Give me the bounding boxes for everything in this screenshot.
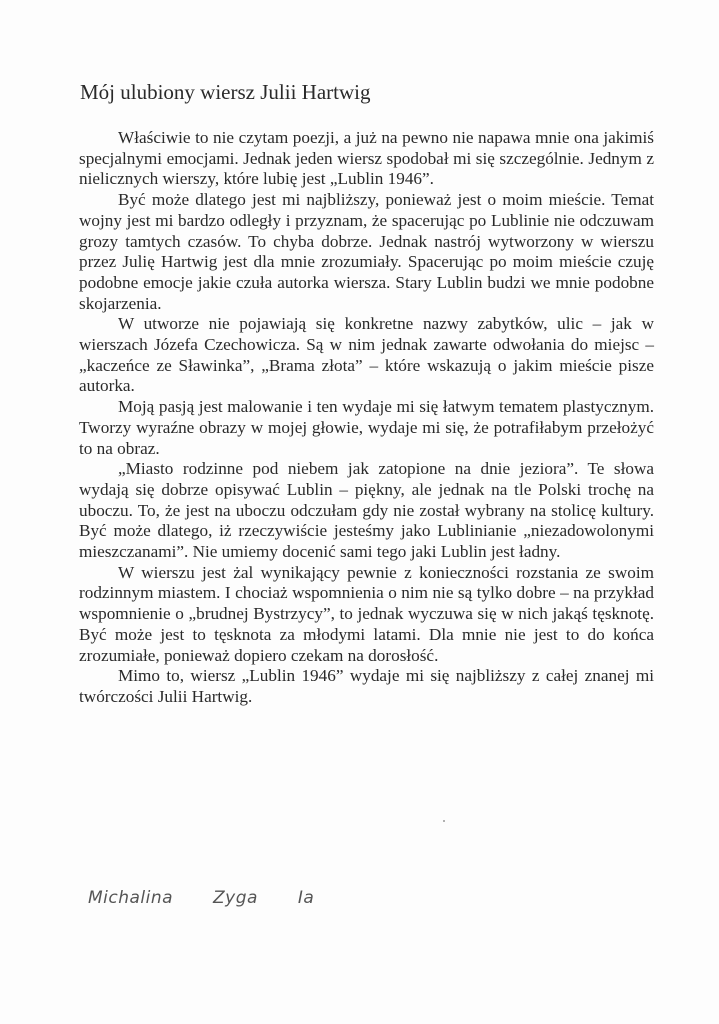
paragraph: Moją pasją jest malowanie i ten wydaje mi się łatwym tematem plastycznym. Tworzy wyraźne obrazy w mojej głowie, wydaje mi się, że potrafiłabym przełożyć to na obraz. — [79, 397, 654, 458]
paragraph: W wierszu jest żal wynikający pewnie z konieczności rozstania ze swoim rodzinnym miastem. I chociaż wspomnienia o nim nie są tylko dobre – na przykład wspomnienie o „brudnej Bystrzycy”, to jednak wyczuwa się w nich jakąś tęsknotę. Być może jest to tęsknota za młodymi latami. Dla mnie nie jest to do końca zrozumiałe, ponieważ dopiero czekam na dorosłość. — [79, 562, 654, 665]
paragraph: Właściwie to nie czytam poezji, a już na pewno nie napawa mnie ona jakimiś specjalnymi emocjami. Jednak jeden wiersz spodobał mi się szczególnie. Jednym z nielicznych wierszy, które lubię jest „Lublin 1946”. — [79, 128, 654, 189]
stray-mark — [443, 820, 445, 822]
signature-class: Ia — [297, 888, 315, 908]
paragraph: W utworze nie pojawiają się konkretne nazwy zabytków, ulic – jak w wierszach Józefa Czechowicza. Są w nim jednak zawarte odwołania do miejsc – „kaczeńce ze Sławinka”, „Brama złota” – które wskazują o jakim mieście pisze autorka. — [79, 314, 654, 396]
paragraph: „Miasto rodzinne pod niebem jak zatopione na dnie jeziora”. Te słowa wydają się dobrze opisywać Lublin – piękny, ale jednak na tle Polski trochę na uboczu. To, że jest na uboczu odczułam gdy nie został wybrany na stolicę kultury. Być może dlatego, iż rzeczywiście jesteśmy jako Lublinianie „niezadowolonymi mieszczanami”. Nie umiemy docenić sami tego jaki Lublin jest ładny. — [79, 459, 654, 562]
document-title: Mój ulubiony wiersz Julii Hartwig — [80, 80, 371, 104]
paragraph: Być może dlatego jest mi najbliższy, ponieważ jest o moim mieście. Temat wojny jest mi bardzo odległy i przyznam, że spacerując po Lublinie nie odczuwam grozy tamtych czasów. To chyba dobrze. Jednak nastrój wytworzony w wierszu przez Julię Hartwig jest dla mnie zrozumiały. Spacerując po moim mieście czuję podobne emocje jakie czuła autorka wiersza. Stary Lublin budzi we mnie podobne skojarzenia. — [79, 190, 654, 313]
handwritten-signature — [88, 888, 314, 908]
paragraph: Mimo to, wiersz „Lublin 1946” wydaje mi się najbliższy z całej znanej mi twórczości Julii Hartwig. — [79, 666, 654, 706]
signature-first-name: Michalina — [88, 888, 174, 908]
essay-body — [79, 128, 654, 708]
signature-last-name: Zyga — [212, 888, 258, 908]
